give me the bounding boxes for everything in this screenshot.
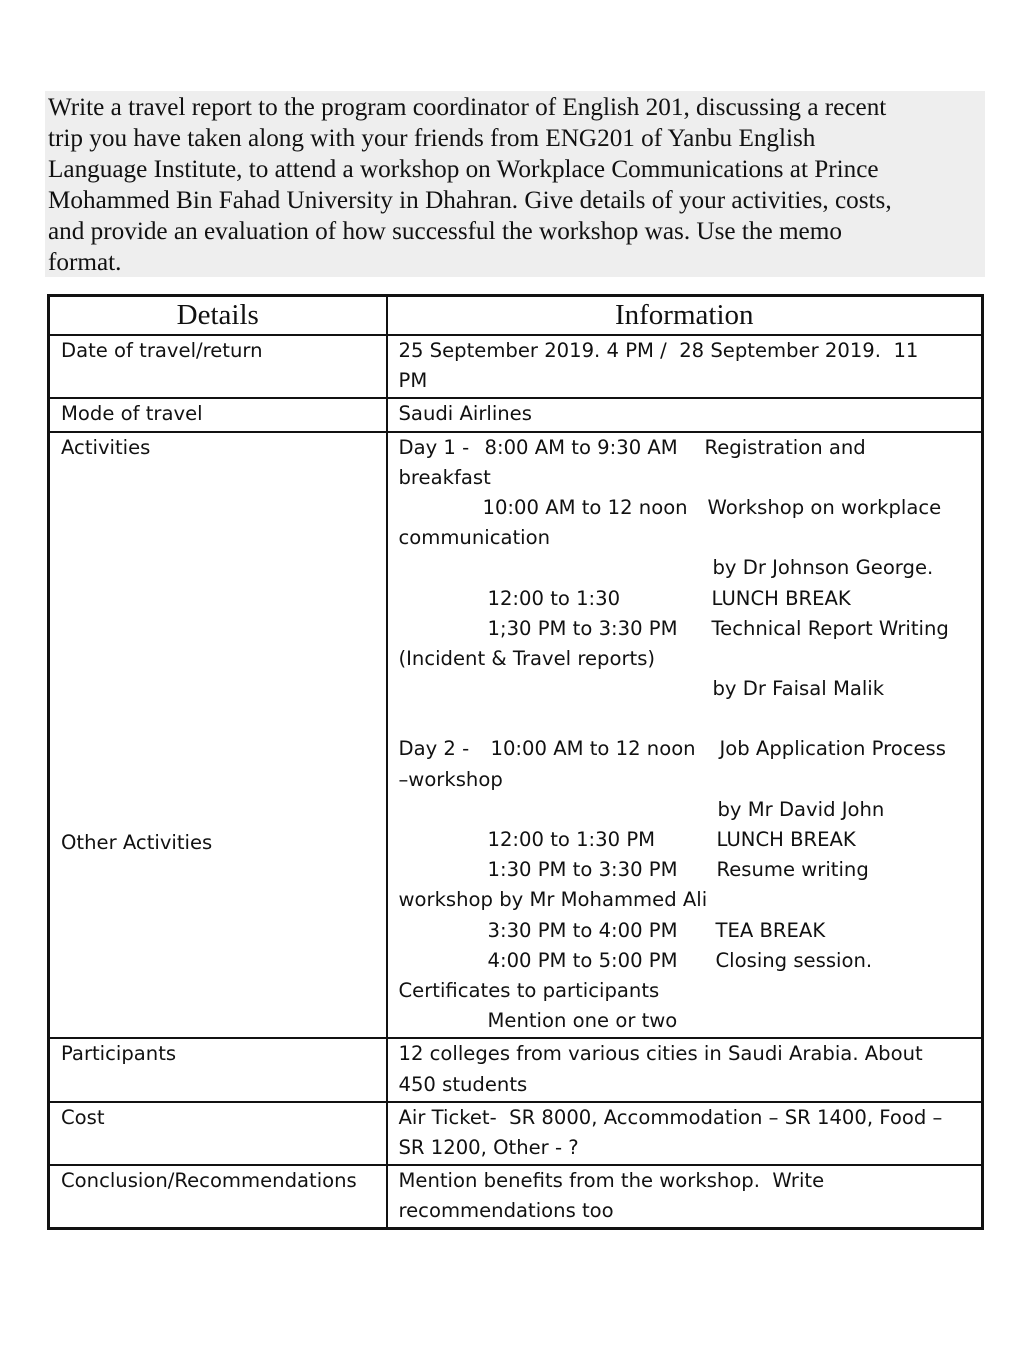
schedule-title: Job Application Process xyxy=(719,737,946,761)
schedule-row xyxy=(399,1006,974,1036)
schedule-speaker: by Mr David John xyxy=(717,797,885,821)
prompt-line: and provide an evaluation of how successful the workshop was. Use the memo xyxy=(48,218,842,245)
table-row xyxy=(49,432,983,1039)
schedule-row xyxy=(399,795,974,825)
prompt-line: Write a travel report to the program coordinator of English 201, discussing a recent xyxy=(48,94,887,121)
date-line: PM xyxy=(398,369,428,393)
schedule-time: 10:00 AM to 12 noon xyxy=(490,737,696,761)
schedule-row xyxy=(399,493,974,523)
prompt-line: Language Institute, to attend a workshop on Workplace Communications at Prince xyxy=(48,156,879,183)
schedule-row xyxy=(399,946,974,976)
schedule-continuation: workshop by Mr Mohammed Ali xyxy=(398,888,708,912)
schedule-row xyxy=(399,916,974,946)
other-activities-label: Other Activities xyxy=(61,830,213,854)
schedule-title: Workshop on workplace xyxy=(707,495,942,519)
schedule-title: Resume writing xyxy=(716,858,869,882)
schedule-continuation: Certificates to participants xyxy=(398,978,660,1002)
assignment-prompt xyxy=(45,91,985,277)
table-row xyxy=(49,1038,983,1101)
header-information: Information xyxy=(387,296,983,336)
date-value xyxy=(387,335,983,398)
schedule-continuation: communication xyxy=(398,526,551,550)
prompt-line: format. xyxy=(48,249,122,276)
schedule-title: Registration and xyxy=(704,435,866,459)
schedule-row xyxy=(399,553,974,583)
details-table xyxy=(47,294,984,1230)
schedule-time: 1:30 PM to 3:30 PM xyxy=(487,858,678,882)
participants-value xyxy=(387,1038,983,1101)
schedule-continuation: (Incident & Travel reports) xyxy=(398,646,656,670)
schedule-title: Technical Report Writing xyxy=(711,616,949,640)
participants-label: Participants xyxy=(49,1038,387,1101)
schedule-speaker: by Dr Johnson George. xyxy=(712,556,934,580)
mode-value xyxy=(387,398,983,431)
date-line: 25 September 2019. 4 PM / 28 September 2019. 11 xyxy=(398,339,919,362)
schedule-continuation: breakfast xyxy=(398,465,491,489)
schedule-title: LUNCH BREAK xyxy=(711,586,851,610)
table-row xyxy=(49,1165,983,1229)
cost-line: SR 1200, Other - ? xyxy=(398,1135,579,1159)
cost-line: Air Ticket- SR 8000, Accommodation – SR 1400, Food – xyxy=(398,1105,943,1129)
schedule-time: 10:00 AM to 12 noon xyxy=(482,495,688,519)
activities-label: Activities xyxy=(61,435,151,459)
schedule-row xyxy=(399,674,974,704)
activities-labels xyxy=(61,433,378,854)
conclusion-line: Mention benefits from the workshop. Write xyxy=(398,1169,825,1193)
conclusion-label: Conclusion/Recommendations xyxy=(49,1165,387,1229)
cost-label: Cost xyxy=(49,1102,387,1165)
schedule-row xyxy=(399,614,974,644)
mode-line: Saudi Airlines xyxy=(398,402,532,426)
activities-label-cell xyxy=(49,432,387,1039)
prompt-line: trip you have taken along with your friends from ENG201 of Yanbu English xyxy=(48,125,816,152)
table-row xyxy=(49,335,983,398)
schedule-title: TEA BREAK xyxy=(715,918,826,942)
blank-line xyxy=(399,704,974,734)
participants-line: 12 colleges from various cities in Saudi Arabia. About xyxy=(398,1042,923,1066)
schedule-note: Mention one or two xyxy=(487,1009,678,1033)
table-row xyxy=(49,1102,983,1165)
schedule-time: 3:30 PM to 4:00 PM xyxy=(487,918,678,942)
conclusion-value xyxy=(387,1165,983,1229)
table-header-row xyxy=(49,296,983,336)
schedule-title: Closing session. xyxy=(715,948,873,972)
schedule-time: 4:00 PM to 5:00 PM xyxy=(487,948,678,972)
schedule-row xyxy=(399,855,974,885)
activities-value xyxy=(387,432,983,1039)
schedule-time: 12:00 to 1:30 xyxy=(487,586,621,610)
day2-label: Day 2 - xyxy=(398,737,470,761)
date-label: Date of travel/return xyxy=(49,335,387,398)
cost-value xyxy=(387,1102,983,1165)
schedule-row xyxy=(399,584,974,614)
schedule-speaker: by Dr Faisal Malik xyxy=(712,677,885,701)
schedule-title: LUNCH BREAK xyxy=(716,828,856,852)
table-row xyxy=(49,398,983,431)
schedule-time: 8:00 AM to 9:30 AM xyxy=(484,435,678,459)
schedule-row xyxy=(399,825,974,855)
conclusion-line: recommendations too xyxy=(398,1199,614,1223)
schedule-time: 12:00 to 1:30 PM xyxy=(487,828,656,852)
prompt-line: Mohammed Bin Fahad University in Dhahran. Give details of your activities, costs, xyxy=(48,187,892,214)
schedule-continuation: –workshop xyxy=(398,767,503,791)
header-details: Details xyxy=(49,296,387,336)
day1-label: Day 1 - xyxy=(398,435,470,459)
mode-label: Mode of travel xyxy=(49,398,387,431)
schedule-row xyxy=(399,433,974,463)
schedule-time: 1;30 PM to 3:30 PM xyxy=(487,616,678,640)
participants-line: 450 students xyxy=(398,1072,528,1096)
schedule-row xyxy=(399,734,974,764)
